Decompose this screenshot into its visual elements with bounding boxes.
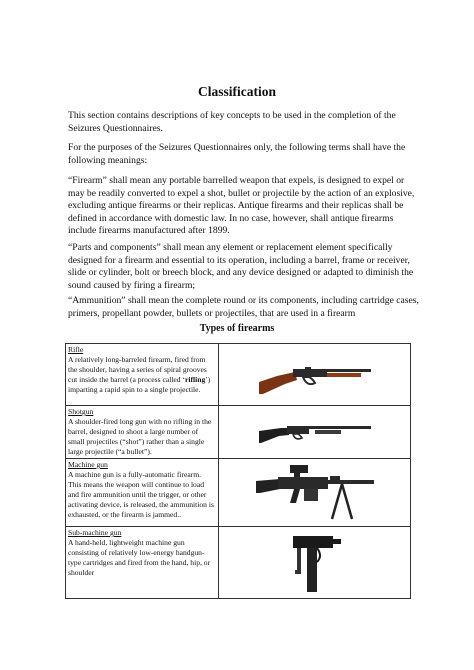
rifle-description-cell bbox=[66, 344, 219, 406]
machine-gun-description-cell bbox=[66, 459, 219, 527]
firearm-description: A shoulder-fired long gun with no rifling in the barrel, designed to shoot a large number of small projectiles (“shot”) rather than a single large projectile (“a bullet”). bbox=[68, 417, 212, 456]
ammunition-definition: “Ammunition” shall mean the complete round or its components, including cartridge cases, primers, propellant powder, bullets or projectiles, that are used in a firearm bbox=[68, 295, 419, 319]
firearm-name: Sub-machine gun bbox=[68, 528, 122, 537]
firearm-definition: “Firearm” shall mean any portable barrelled weapon that expels, is designed to expel or may be readily converted to expel a shot, bullet or projectile by the action of an explosive, excluding antique firearms or their replicas. Antique firearms and their replicas shall be defined in accordance with domestic law. In no case, however, shall antique firearms include firearms manufactured after 1899. bbox=[68, 175, 415, 237]
firearm-types-table bbox=[65, 343, 411, 599]
table-row bbox=[66, 344, 411, 406]
definitions-intro-paragraph: For the purposes of the Seizures Questionnaires only, the following terms shall have the following meanings: bbox=[68, 142, 406, 166]
table-row bbox=[66, 527, 411, 599]
firearm-description: A relatively long-barreled firearm, fired from the shoulder, having a series of spiral grooves cut inside the barrel (a process called ‘rifling’) imparting a rapid spin to a single projectile. bbox=[68, 355, 211, 394]
firearm-name: Shotgun bbox=[68, 407, 94, 416]
parts-definition: “Parts and components” shall mean any element or replacement element specifically designed for a firearm and essential to its operation, including a barrel, frame or receiver, slide or cylinder, bolt or breech block, and any device designed or adapted to diminish the sound caused by firing a firearm; bbox=[68, 242, 414, 291]
intro-paragraph: This section contains descriptions of key concepts to be used in the completion of the Seizures Questionnaires. bbox=[68, 110, 396, 134]
sub-machine-gun-image-cell bbox=[219, 527, 411, 599]
sub-machine-gun-description-cell bbox=[66, 527, 219, 599]
shotgun-image-cell bbox=[219, 406, 411, 459]
machine-gun-icon bbox=[250, 461, 380, 525]
table-row bbox=[66, 406, 411, 459]
firearm-name: Rifle bbox=[68, 345, 84, 354]
sub-machine-gun-icon bbox=[285, 530, 345, 596]
table-row bbox=[66, 459, 411, 527]
firearm-name: Machine gun bbox=[68, 460, 108, 469]
types-title: Types of firearms bbox=[199, 323, 275, 334]
shotgun-description-cell bbox=[66, 406, 219, 459]
shotgun-icon bbox=[255, 417, 375, 447]
firearm-description: A hand-held, lightweight machine gun consisting of relatively low-energy handgun-type cartridges and fired from the hand, hip, or shoulder bbox=[68, 538, 211, 577]
firearm-description: A machine gun is a fully-automatic firearm. This means the weapon will continue to load and fire ammunition until the trigger, or other activating device, is released, the ammunition is exhausted, or the firearm is jammed.. bbox=[68, 470, 214, 519]
page-title: Classification bbox=[197, 84, 276, 99]
rifle-icon bbox=[255, 350, 375, 400]
rifle-image-cell bbox=[219, 344, 411, 406]
machine-gun-image-cell bbox=[219, 459, 411, 527]
